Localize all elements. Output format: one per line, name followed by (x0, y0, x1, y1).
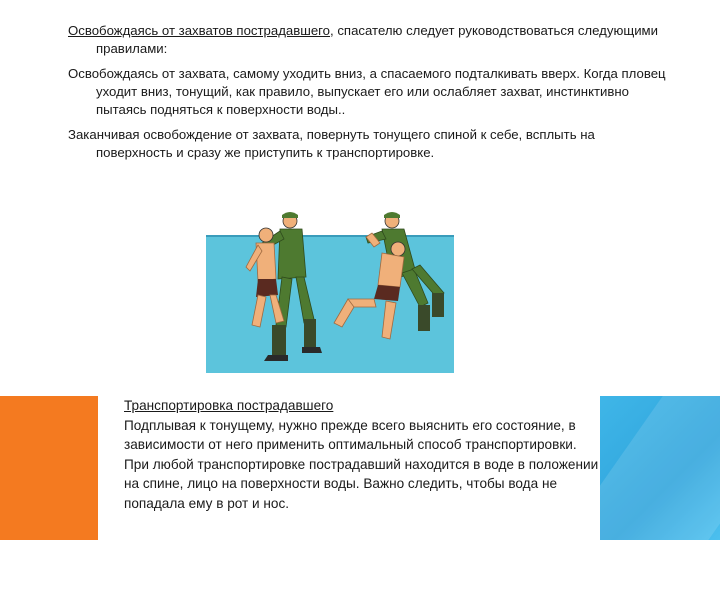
water-area (206, 235, 454, 373)
rules-text-block (68, 22, 668, 169)
rule-go-down-paragraph: Освобождаясь от захвата, самому уходить вниз, а спасаемого подталкивать вверх. Когда пловец уходит вниз, тонущий, как правило, выпускает его или ослабляет захват, инстинктивно пытаясь подняться к поверхности воды.. (68, 66, 666, 117)
transport-text-block (124, 396, 604, 514)
sky-area (206, 207, 454, 235)
rules-intro-underlined: Освобождаясь от захватов пострадавшего (68, 23, 331, 38)
rules-intro-paragraph (68, 22, 668, 58)
orange-accent-block (0, 396, 98, 540)
rescue-illustration (206, 207, 454, 373)
transport-heading: Транспортировка пострадавшего (124, 398, 334, 413)
blue-accent-block (600, 396, 720, 540)
transport-body: Подплывая к тонущему, нужно прежде всего выяснить его состояние, в зависимости от него применить оптимальный способ транспортировки. При любой транспортировке пострадавший находится в воде в положении на спине, лицо на поверхности воды. Важно следить, чтобы вода не попадала ему в рот и нос. (124, 417, 599, 511)
rules-intro-rest: , спасателю следует руководствоваться следующими правилами: (96, 23, 658, 56)
rule-turn-back-paragraph: Заканчивая освобождение от захвата, повернуть тонущего спиной к себе, всплыть на поверхность и сразу же приступить к транспортировке. (68, 127, 595, 160)
